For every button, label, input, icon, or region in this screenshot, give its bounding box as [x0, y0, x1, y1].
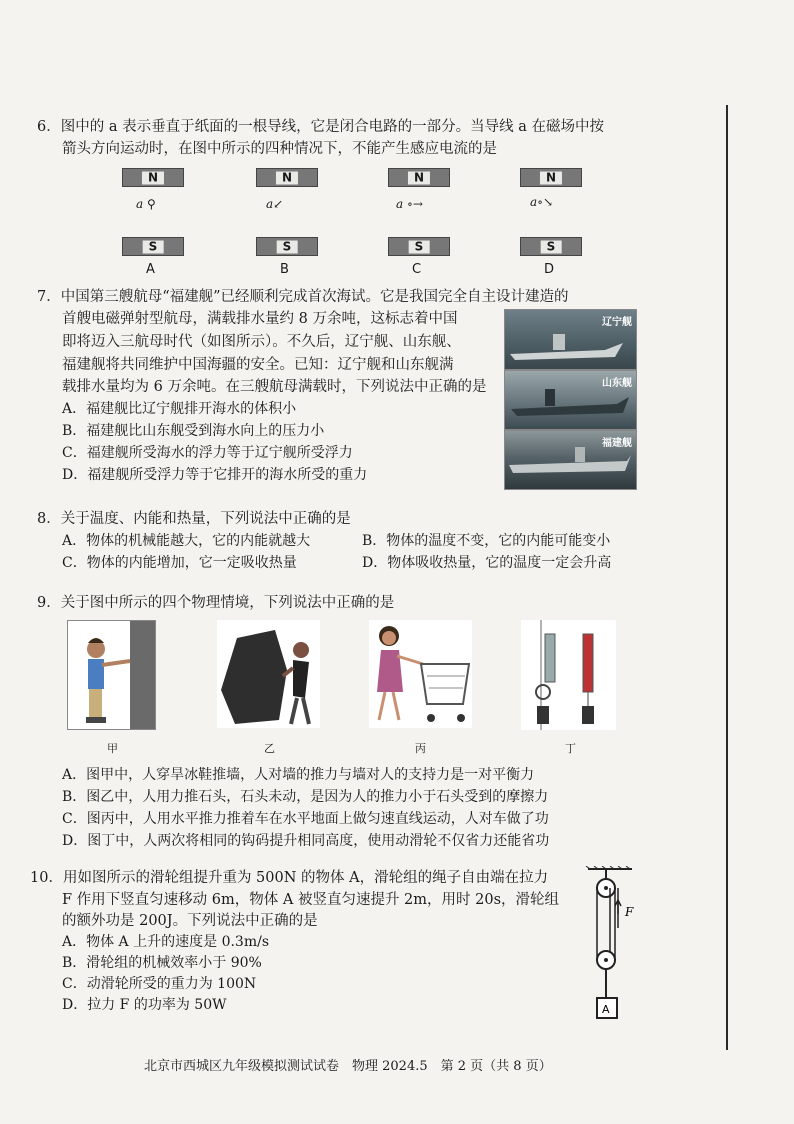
q7-option-a: A．福建舰比辽宁舰排开海水的体积小 — [62, 401, 297, 417]
wire-d: a∘↘ — [530, 195, 554, 209]
q8-option-a: A．物体的机械能越大，它的内能就越大 — [62, 533, 311, 549]
ship-photo-liaoning: 辽宁舰 — [504, 309, 637, 370]
wire-b: a↙ — [266, 197, 284, 211]
q7-option-d: D．福建舰所受浮力等于它排开的海水所受的重力 — [62, 467, 368, 483]
caption-ding: 丁 — [565, 742, 576, 755]
q10-line1: 10．用如图所示的滑轮组提升重为 500N 的物体 A，滑轮组的绳子自由端在拉力 — [30, 870, 549, 886]
q10-option-b: B．滑轮组的机械效率小于 90% — [62, 955, 262, 971]
q7-line5: 载排水量均为 6 万余吨。在三艘航母满载时，下列说法中正确的是 — [62, 379, 487, 395]
caption-jia: 甲 — [107, 742, 118, 755]
q9-option-d: D．图丁中，人两次将相同的钩码提升相同高度，使用动滑轮不仅省力还能省功 — [62, 833, 550, 849]
q9-option-b: B．图乙中，人用力推石头，石头未动，是因为人的推力小于石头受到的摩擦力 — [62, 789, 549, 805]
force-label: F — [625, 905, 634, 919]
magnet-south-b: S — [256, 237, 318, 256]
q10-option-d: D．拉力 F 的功率为 50W — [62, 997, 227, 1013]
q7-line1: 7．中国第三艘航母“福建舰”已经顺利完成首次海试。它是我国完全自主设计建造的 — [37, 289, 569, 305]
q6-line2: 箭头方向运动时，在图中所示的四种情况下，不能产生感应电流的是 — [62, 141, 497, 157]
pulley-spring-scale-icon — [521, 620, 616, 730]
magnet-south-c: S — [388, 237, 450, 256]
figure-yi — [217, 620, 320, 728]
q7-option-b: B．福建舰比山东舰受到海水向上的压力小 — [62, 423, 325, 439]
pulley-system-figure — [582, 866, 638, 1022]
option-label-d: D — [544, 262, 555, 277]
magnet-north-c: N — [388, 168, 450, 187]
q7-line3: 即将迈入三航母时代（如图所示）。不久后，辽宁舰、山东舰、 — [62, 334, 461, 350]
q8-stem: 8．关于温度、内能和热量，下列说法中正确的是 — [37, 511, 351, 527]
margin-line — [726, 105, 728, 1050]
q10-line3: 的额外功是 200J。下列说法中正确的是 — [62, 913, 318, 929]
q8-option-d: D．物体吸收热量，它的温度一定会升高 — [362, 555, 612, 571]
q10-option-c: C．动滑轮所受的重力为 100N — [62, 976, 257, 992]
option-label-b: B — [280, 262, 289, 277]
caption-bing: 丙 — [415, 742, 426, 755]
figure-bing — [369, 620, 472, 728]
q8-option-c: C．物体的内能增加，它一定吸收热量 — [62, 555, 297, 571]
figure-jia — [67, 620, 156, 730]
person-pushing-wall-icon — [68, 621, 155, 729]
q6-line1: 6．图中的 a 表示垂直于纸面的一根导线，它是闭合电路的一部分。当导线 a 在磁场中按 — [37, 119, 604, 135]
q7-line4: 福建舰将共同维护中国海疆的安全。已知：辽宁舰和山东舰满 — [62, 357, 454, 373]
option-label-a: A — [146, 262, 155, 277]
ship-photo-fujian: 福建舰 — [504, 430, 637, 490]
q7-line2: 首艘电磁弹射型航母，满载排水量约 8 万余吨，这标志着中国 — [62, 311, 458, 327]
wire-a: a ⚲ — [136, 197, 156, 211]
block-label: A — [602, 1003, 610, 1016]
q10-option-a: A．物体 A 上升的速度是 0.3m/s — [62, 934, 270, 950]
q9-option-a: A．图甲中，人穿旱冰鞋推墙，人对墙的推力与墙对人的支持力是一对平衡力 — [62, 767, 535, 783]
magnet-south-a: S — [122, 237, 184, 256]
magnet-south-d: S — [520, 237, 582, 256]
wire-c: a ∘→ — [396, 197, 423, 211]
magnet-north-b: N — [256, 168, 318, 187]
person-pushing-rock-icon — [217, 620, 320, 728]
q7-option-c: C．福建舰所受海水的浮力等于辽宁舰所受浮力 — [62, 445, 353, 461]
q8-option-b: B．物体的温度不变，它的内能可能变小 — [362, 533, 611, 549]
person-pushing-cart-icon — [369, 620, 472, 728]
q9-stem: 9．关于图中所示的四个物理情境，下列说法中正确的是 — [37, 595, 395, 611]
ship-photo-shandong: 山东舰 — [504, 370, 637, 430]
magnet-north-d: N — [520, 168, 582, 187]
caption-yi: 乙 — [264, 742, 275, 755]
magnet-north-a: N — [122, 168, 184, 187]
q10-line2: F 作用下竖直匀速移动 6m，物体 A 被竖直匀速提升 2m，用时 20s，滑轮组 — [62, 892, 560, 908]
option-label-c: C — [412, 262, 422, 277]
figure-ding — [521, 620, 616, 730]
page-footer: 北京市西城区九年级模拟测试试卷 物理 2024.5 第 2 页（共 8 页） — [144, 1059, 552, 1074]
q9-option-c: C．图丙中，人用水平推力推着车在水平地面上做匀速直线运动，人对车做了功 — [62, 811, 549, 827]
